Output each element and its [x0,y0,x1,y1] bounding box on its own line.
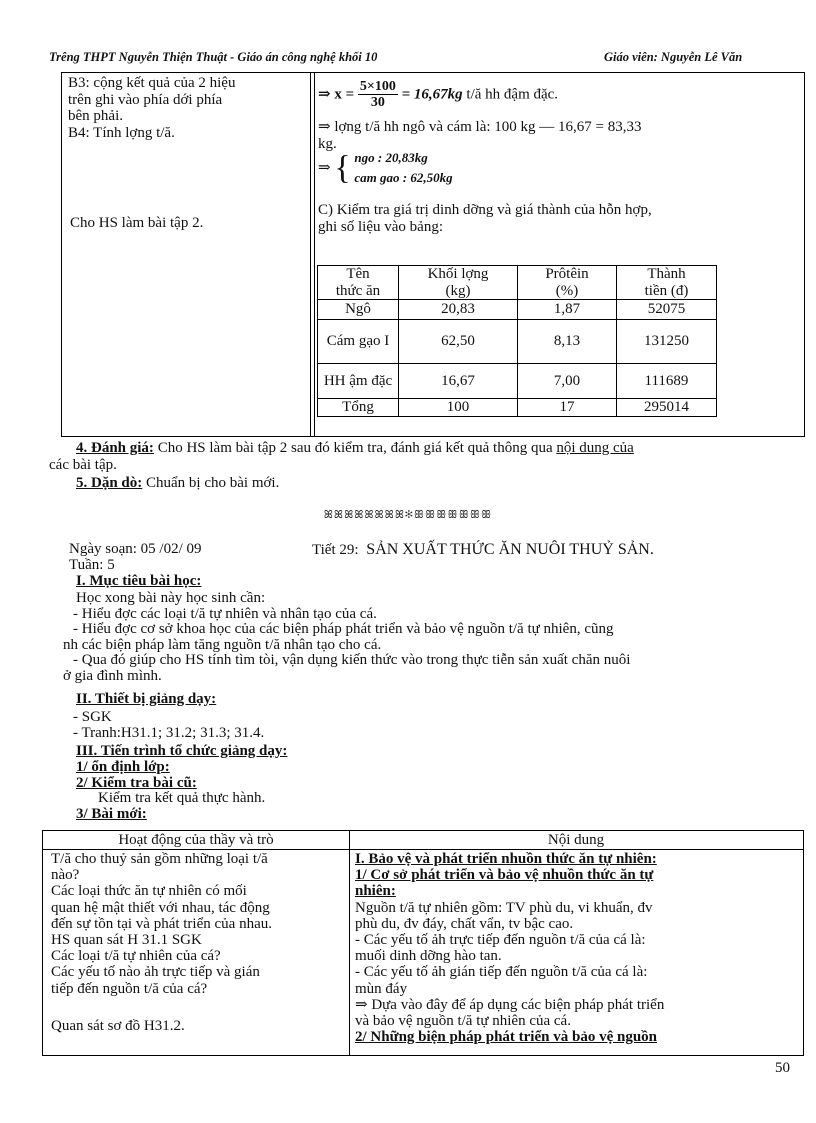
assessment-line2: các bài tập. [49,457,117,473]
step-b4: B4: Tính lợng t/ă. [68,124,175,141]
table-total-row: Tổng 100 17 295014 [318,399,717,417]
header-left: Trêng THPT Nguyễn Thiện Thuật - Giáo án công nghệ khối 10 [49,50,378,64]
column-divider [314,73,315,436]
page-number: 50 [775,1060,790,1076]
column-divider [349,831,350,1055]
lesson-week: Tuần: 5 [69,557,115,573]
equipment-list: - SGK - Tranh:H31.1; 31.2; 31.3; 31.4. [73,709,265,741]
check-nutrition-text: C) Kiểm tra giá trị dinh dỡng và giá thành của hỗn hợp, ghi số liệu vào bảng: [318,202,652,235]
row-divider [43,849,803,850]
objectives-list: Học xong bài này học sinh cần: - Hiểu đợc các loại t/ă tự nhiên và nhân tạo của cá. - Hiểu đợc cơ sở khoa học của các biện pháp phát triển và bảo vệ nguồn t/ă tự nhiên, cũng nh các biện pháp làm tăng nguồn t/ă nhân tạo cho cá. - Qua đó giúp cho HS tính tìm tòi, vận dụng kiến thức vào trong thực tiễn sản xuất chăn nuôi ở gia đình mình. [63,590,631,684]
fraction: $\frac{5\times 100}{30}$ [359,79,396,111]
section-procedure: III. Tiến trình tổ chức giảng dạy: 1/ ổn định lớp: 2/ Kiểm tra bài cũ: Kiểm tra kết quả thực hành. 3/ Bài mới: [76,743,288,822]
nutrition-table [317,265,717,417]
homework-section: 5. Dặn dò: Chuẩn bị cho bài mới. [76,475,280,491]
content-text: I. Bảo vệ và phát triển nhuồn thức ăn tự nhiên: 1/ Cơ sở phát triển và bảo vệ nhuồn thức ăn tự nhiên: Nguồn t/ă tự nhiên gồm: TV phù du, vi khuẩn, đv phù du, đv đáy, chất vẩn, tv bậc cao. - Các yếu tố ảh trực tiếp đến nguồn t/ă của cá là: muối dinh dỡng hào tan. - Các yếu tố ảh gián tiếp đến nguồn t/ă của cá là: mùn đáy ⇒ Dựa vào đây để áp dụng các biện pháp phát triển và bảo vệ nguồn t/ă tự nhiên của cá. 2/ Những biện pháp phát triển và bảo vệ nguồn [355,851,665,1046]
formula-line: ⇒ x = $\frac{5\times 100}{30}$ = 16,67kg t/ă hh đậm đặc. [318,79,559,111]
ornament-divider: ꕤꕤꕤꕤꕤꕤꕤꕤ✻ꕥꕥꕥꕥꕥꕥꕥ [323,509,493,521]
section-objectives: I. Mục tiêu bài học: [76,573,202,589]
exercise-2-note: Cho HS làm bài tập 2. [70,215,204,231]
header-activities: Hoạt động của thầy và trò [118,832,274,848]
header-right: Giáo viên: Nguyễn Lê Văn [604,50,743,64]
lesson-table [42,830,804,1056]
assessment-section: 4. Đánh giá: Cho HS làm bài tập 2 sau đó kiểm tra, đánh giá kết quả thông qua nội dung của [76,440,634,456]
remaining-mix-line: ⇒ lợng t/ă hh ngô và cám là: 100 kg — 16,67 = 83,33 kg. [318,119,642,152]
activities-text: T/ă cho thuỷ sản gồm những loại t/ă nào? Các loại thức ăn tự nhiên có mối quan hệ mật thiết với nhau, tác động đến sự tồn tại và phát triển của nhau. HS quan sát H 31.1 SGK Các loại t/ă tự nhiên của cá? Các yếu tố nào ảh trực tiếp và gián tiếp đến nguồn t/ă của cá? [51,851,272,997]
table-row: HH ậm đặc 16,67 7,00 111689 [318,364,717,399]
lesson-date: Ngày soạn: 05 /02/ 09 [69,541,202,557]
step-b3: B3: cộng kết quả của 2 hiệu trên ghi vào phía dới phía bên phải. B4: Tính lợng t/ă. [68,75,236,141]
column-divider [310,73,311,436]
result-system: ⇒ { ngo : 20,83kg cam gao : 62,50kg [318,149,453,187]
exercise-table [61,72,805,437]
table-row: Cám gạo I 62,50 8,13 131250 [318,320,717,364]
header-content: Nội dung [547,832,605,848]
table-header-row: Tên thức ăn Khối lợng (kg) Prôtêin (%) Thành tiền (đ) [318,266,717,300]
activities-last: Quan sát sơ đồ H31.2. [51,1018,185,1034]
section-equipment: II. Thiết bị giảng dạy: [76,691,217,707]
table-row: Ngô 20,83 1,87 52075 [318,300,717,320]
lesson-title: Tiết 29: SẢN XUẤT THỨC ĂN NUÔI THUỶ SẢN. [312,541,654,558]
